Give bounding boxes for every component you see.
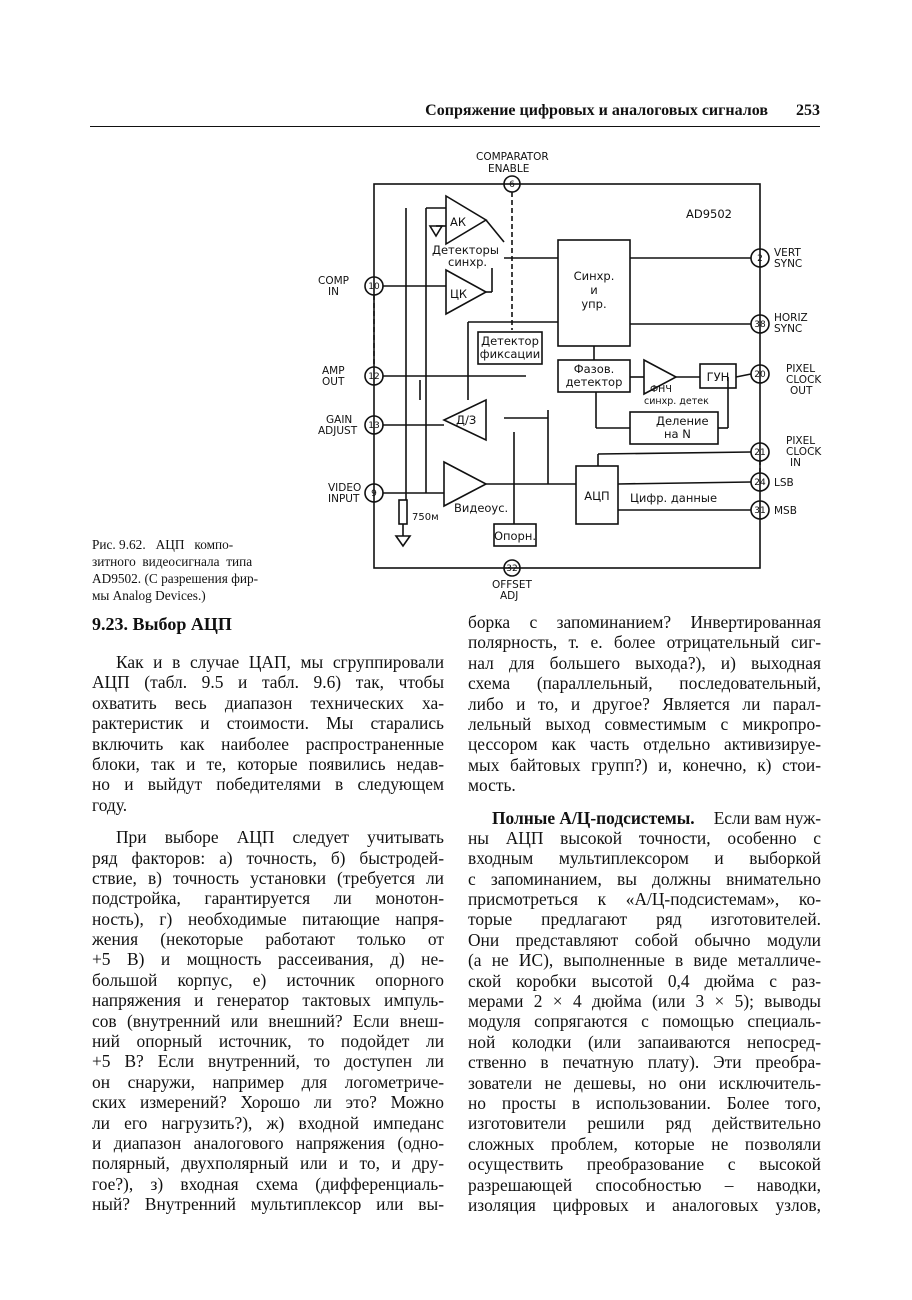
running-header-title: Сопряжение цифровых и аналоговых сигналов (425, 102, 768, 119)
page-number: 253 (796, 102, 820, 119)
svg-text:IN: IN (328, 286, 339, 298)
svg-text:CLOCK: CLOCK (786, 446, 822, 458)
svg-text:Опорн.: Опорн. (493, 529, 537, 543)
chip-name: AD9502 (686, 207, 732, 221)
svg-text:OUT: OUT (790, 385, 813, 397)
run-in-heading: Полные А/Ц-подсистемы. (492, 807, 695, 828)
figure-caption: Рис. 9.62. АЦП компо- зитного видеосигнала типа AD9502. (С разрешения фир- мы Analog Devices.) (92, 537, 259, 603)
svg-text:SYNC: SYNC (774, 258, 803, 270)
svg-text:Цифр. данные: Цифр. данные (630, 491, 718, 505)
svg-text:Детекторы: Детекторы (432, 243, 499, 257)
svg-text:ГУН: ГУН (706, 370, 730, 384)
svg-text:детектор: детектор (565, 375, 623, 389)
svg-text:13: 13 (368, 421, 380, 431)
svg-text:Детектор: Детектор (481, 334, 539, 348)
svg-text:31: 31 (754, 506, 766, 516)
svg-text:GAIN: GAIN (326, 414, 353, 426)
pin-label-offset: OFFSET (492, 579, 532, 591)
svg-text:Видеоус.: Видеоус. (454, 501, 509, 515)
section-heading: 9.23. Выбор АЦП (92, 614, 232, 634)
svg-text:SYNC: SYNC (774, 323, 803, 335)
svg-text:MSB: MSB (774, 505, 797, 517)
svg-text:9: 9 (371, 489, 377, 499)
svg-text:синхр. детек: синхр. детек (644, 396, 709, 407)
svg-text:ENABLE: ENABLE (488, 163, 530, 175)
svg-text:VIDEO: VIDEO (328, 482, 362, 494)
svg-text:32: 32 (506, 564, 518, 574)
svg-text:и: и (590, 283, 598, 297)
running-header (90, 100, 820, 127)
svg-text:ADJ: ADJ (500, 590, 519, 602)
svg-text:ADJUST: ADJUST (318, 425, 358, 437)
svg-text:10: 10 (368, 282, 380, 292)
label-ak: АК (450, 215, 467, 229)
svg-text:12: 12 (368, 372, 380, 382)
paragraph-lead-line: Полные А/Ц-подсистемы. Если вам нуж- (492, 807, 821, 828)
figure-ad9502-diagram (308, 148, 828, 608)
svg-text:VERT: VERT (774, 247, 801, 259)
svg-text:COMP: COMP (318, 275, 349, 287)
svg-text:21: 21 (754, 448, 766, 458)
svg-text:АЦП: АЦП (584, 489, 610, 503)
svg-text:Синхр.: Синхр. (573, 269, 615, 283)
label-ck: ЦК (450, 287, 468, 301)
svg-text:CLOCK: CLOCK (786, 374, 822, 386)
resistor (399, 500, 407, 524)
circuit-diagram (308, 148, 828, 608)
svg-text:24: 24 (754, 478, 766, 488)
svg-text:LSB: LSB (774, 477, 794, 489)
svg-text:6: 6 (509, 180, 515, 190)
svg-text:IN: IN (790, 457, 801, 469)
svg-text:AMP: AMP (322, 365, 345, 377)
svg-text:Д/З: Д/З (456, 413, 477, 427)
pin-label-comparator: COMPARATOR (476, 151, 549, 163)
svg-text:2: 2 (757, 254, 763, 264)
svg-text:HORIZ: HORIZ (774, 312, 808, 324)
svg-text:38: 38 (754, 320, 766, 330)
svg-text:упр.: упр. (581, 297, 607, 311)
svg-text:ФНЧ: ФНЧ (650, 384, 672, 395)
svg-text:Деление: Деление (656, 414, 709, 428)
right-column: борка с запоминанием? Инвертированная полярность, т. е. более отрицательный сиг- нал для большего выхода?), и) выходная схема (параллельный, последовательный, либо и то, и другое? Является ли парал- лельный выход совместимым с микропро- цессором как часть отдельно активизируе- мых байтовых групп?) и, конечно, к) стои- мость. Полные А/Ц-подсистемы. Если вам нуж- ны АЦП высокой точности, особенно с входным мультиплексором и выборкой с запоминанием, вы должны внимательно присмотреться к «А/Ц-подсистемам», ко- торые предлагают ряд изготовителей. Они представляют собой обычно модули (а не ИС), выполненные в виде металличе- ской коробки высотой 0,4 дюйма с раз- мерами 2 × 4 дюйма (или 3 × 5); выводы модуля сопрягаются с помощью специаль- ной колодки (или запаиваются непосред- ственно в печатную плату). Эти преобра- зователи не дешевы, но они исключитель- но просты в использовании. Более того, изготовители решили ряд действительно сложных проблем, которые не позволяли осуществить преобразование с высокой разрешающей способностью – наводки, изоляция цифровых и аналоговых узлов, (468, 612, 821, 1215)
svg-text:750м: 750м (412, 512, 439, 523)
svg-text:PIXEL: PIXEL (786, 363, 816, 375)
svg-text:Фазов.: Фазов. (573, 362, 615, 376)
left-column: Как и в случае ЦАП, мы сгруппировали АЦП (табл. 9.5 и табл. 9.6) так, чтобы охватить весь диапазон технических ха- рактеристик и стоимости. Мы старались включить как наиболее распространенные блоки, так и те, которые появились недав- но и выйдут победителями в следующем году. При выборе АЦП следует учитывать ряд факторов: а) точность, б) быстродей- ствие, в) точность установки (требуется ли подстройка, гарантируется ли монотон- ность), г) необходимые питающие напря- жения (некоторые работают только от +5 В) и мощность рассеивания, д) не- большой корпус, е) источник опорного напряжения и генератор тактовых импуль- сов (внутренний или внешний? Если внеш- ний опорный источник, то подойдет ли +5 В? Если внутренний, то доступен ли он снаружи, например для логометриче- ских измерений? Хорошо ли это? Можно ли его нагрузить?), ж) входной импеданс и диапазон аналогового напряжения (одно- полярный, двухполярный или и то, и дру- гое?), з) входная схема (дифференциаль- ный? Внутренний мультиплексор или вы- (92, 652, 444, 1215)
svg-text:синхр.: синхр. (448, 255, 488, 269)
svg-text:OUT: OUT (322, 376, 345, 388)
svg-text:фиксации: фиксации (479, 347, 541, 361)
svg-text:20: 20 (754, 370, 766, 380)
paragraph-line: Как и в случае ЦАП, мы сгруппировали (116, 652, 444, 672)
svg-text:PIXEL: PIXEL (786, 435, 816, 447)
amp-video (444, 462, 486, 506)
svg-text:INPUT: INPUT (328, 493, 360, 505)
svg-text:на N: на N (664, 427, 691, 441)
